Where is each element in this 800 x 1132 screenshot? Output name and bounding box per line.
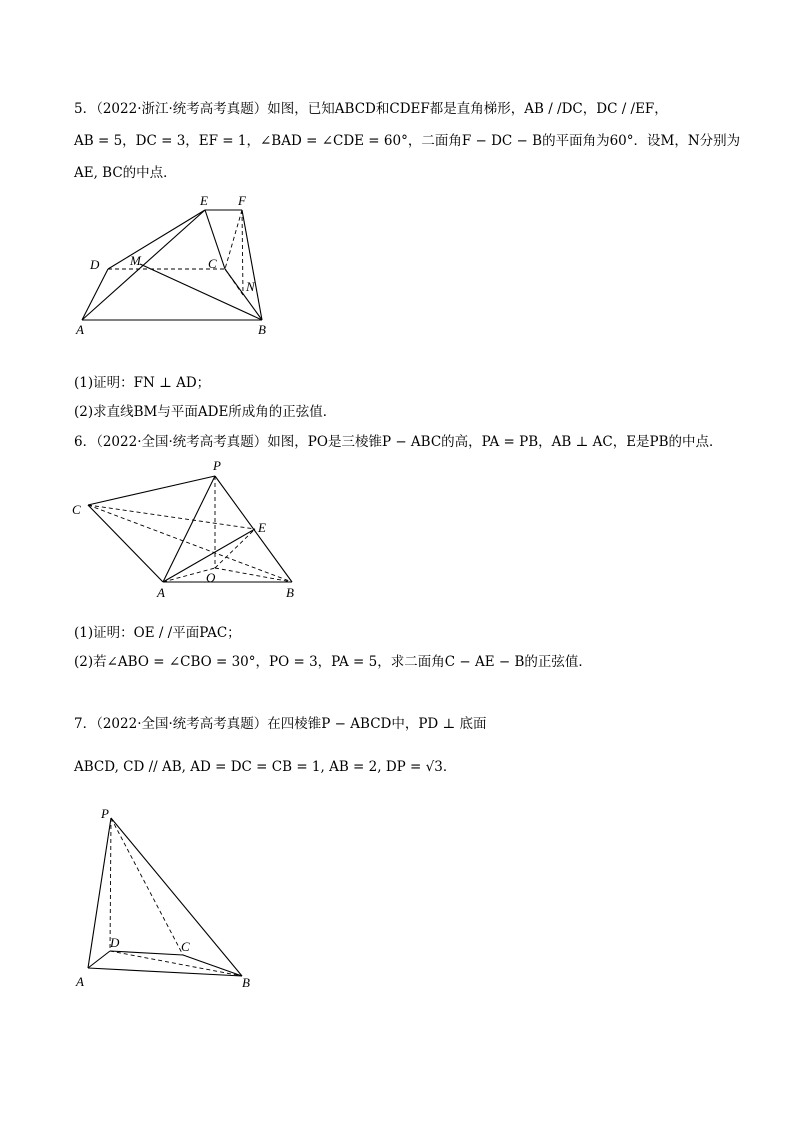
problem6-statement-1: 如图，PO是三棱锥P − ABC的高，PA = PB，AB ⊥ AC，E是PB的中点． <box>267 434 723 450</box>
label-O6: O <box>206 570 216 585</box>
label-A5: A <box>76 322 84 337</box>
label-M5: M <box>130 253 141 268</box>
label-A7: A <box>76 974 84 989</box>
problem6-line1 <box>74 430 723 450</box>
problem7-number: 7． <box>74 716 97 732</box>
label-F5: F <box>238 193 246 208</box>
problem7-statement-2: ABCD, CD // AB, AD = DC = CB = 1, AB = 2, DP = √3． <box>74 759 457 775</box>
label-B5: B <box>258 322 266 337</box>
label-E5: E <box>200 193 208 208</box>
problem5-source: （2022·浙江·统考高考真题） <box>96 101 268 117</box>
problem6-number: 6． <box>74 434 97 450</box>
problem5-statement-3: AE, BC的中点． <box>74 165 177 181</box>
label-N5: N <box>246 279 255 294</box>
label-P6: P <box>213 458 221 473</box>
problem5-statement-1: 如图，已知ABCD和CDEF都是直角梯形，AB / /DC，DC / /EF， <box>267 101 668 117</box>
problem6-question-1: (1)证明：OE / /平面PAC； <box>74 625 241 641</box>
label-C7: C <box>181 939 190 954</box>
label-B7: B <box>242 975 250 990</box>
label-A6: A <box>157 585 165 600</box>
problem6-source: （2022·全国·统考高考真题） <box>96 434 268 450</box>
label-E6: E <box>258 520 266 535</box>
problem6-question-2: (2)若∠ABO = ∠CBO = 30°，PO = 3，PA = 5，求二面角C − AE − B的正弦值． <box>74 654 592 670</box>
problem7-source: （2022·全国·统考高考真题） <box>96 716 268 732</box>
label-C6: C <box>72 502 81 517</box>
label-B6: B <box>286 585 294 600</box>
problem5-question-1: (1)证明：FN ⊥ AD； <box>74 375 211 391</box>
problem5-figure <box>75 193 266 337</box>
problem5-statement-2: AB = 5，DC = 3，EF = 1，∠BAD = ∠CDE = 60°，二面角F − DC − B的平面角为60°．设M，N分别为 <box>74 133 741 149</box>
problem7-line1 <box>74 712 487 732</box>
label-D5: D <box>90 257 100 272</box>
label-P7: P <box>101 806 109 821</box>
problem5-number: 5． <box>74 101 97 117</box>
problem5-question-2: (2)求直线BM与平面ADE所成角的正弦值． <box>74 404 337 420</box>
label-D7: D <box>110 935 120 950</box>
problem7-figure <box>75 806 250 990</box>
label-C5: C <box>208 256 217 271</box>
problem6-figure <box>72 458 294 600</box>
problem7-statement-1: 在四棱锥P − ABCD中，PD ⊥ 底面 <box>267 716 487 732</box>
